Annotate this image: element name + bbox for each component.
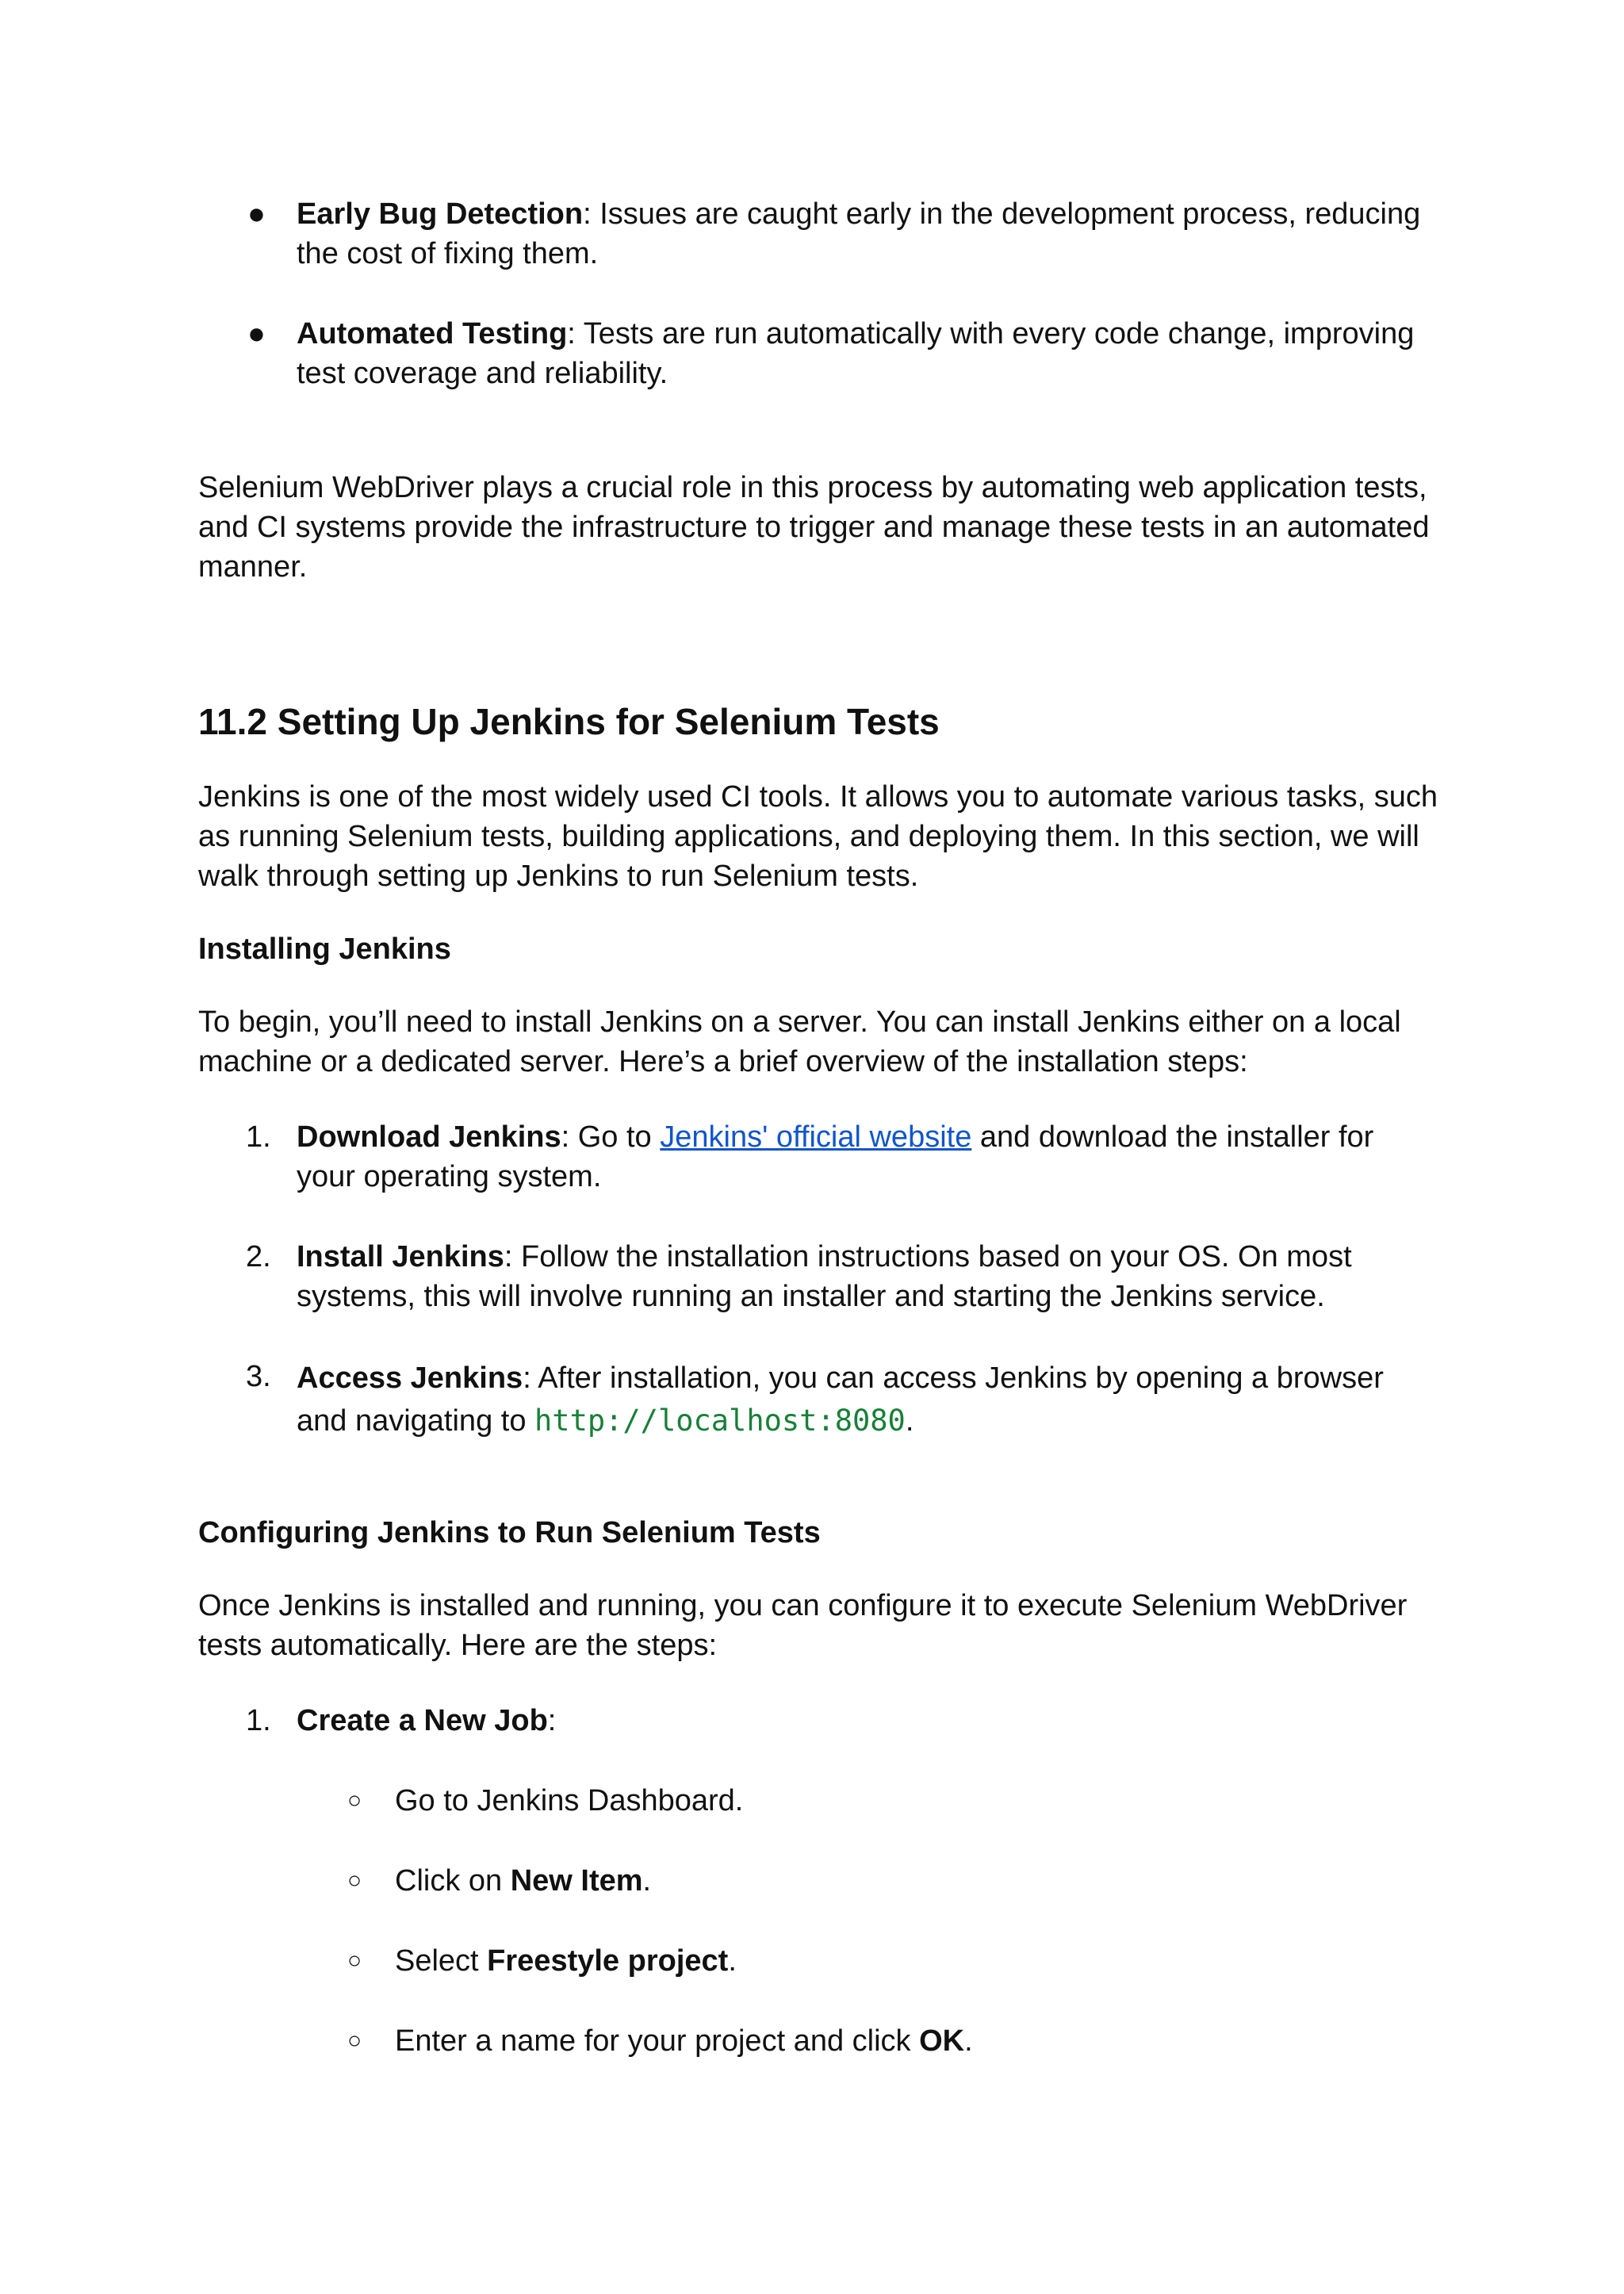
step-description: : Follow the installation instructions based on your OS. On most systems, this will involve running an installer and starting the Jenkins service. <box>297 1240 1352 1313</box>
sub-step-text <box>395 1861 1426 1901</box>
sub-step-post: . <box>964 2024 973 2058</box>
bullet-term: Automated Testing <box>297 317 568 350</box>
sub-step-pre: Select <box>395 1944 488 1978</box>
configuring-heading: Configuring Jenkins to Run Selenium Tests <box>198 1516 821 1549</box>
step-term: Access Jenkins <box>297 1361 523 1395</box>
sub-step-pre: Go to Jenkins Dashboard. <box>395 1784 744 1817</box>
step-number: 2. <box>246 1240 271 1273</box>
bullet-marker: ● <box>247 317 266 350</box>
sub-step-term: OK <box>919 2024 965 2058</box>
configuring-intro: Once Jenkins is installed and running, you can configure it to execute Selenium WebDriver tests automatically. Here are the steps: <box>198 1589 1408 1662</box>
sub-step-pre: Click on <box>395 1864 511 1898</box>
jenkins-website-link[interactable]: Jenkins' official website <box>660 1120 972 1154</box>
step-text <box>297 1117 1423 1197</box>
bullet-description: : Tests are run automatically with every code change, improving test coverage and reliability. <box>297 317 1415 390</box>
sub-marker: ○ <box>347 1867 362 1894</box>
section-heading: 11.2 Setting Up Jenkins for Selenium Tests <box>198 701 940 742</box>
step-post: . <box>905 1404 914 1438</box>
sub-marker: ○ <box>347 1787 362 1813</box>
step-term: Download Jenkins <box>297 1120 561 1154</box>
summary-paragraph: Selenium WebDriver plays a crucial role in this process by automating web application tests, and CI systems provide the infrastructure to trigger and manage these tests in an automated manner. <box>198 471 1430 584</box>
step-number: 1. <box>246 1704 271 1737</box>
sub-step-text <box>395 1781 1426 1821</box>
sub-step-text <box>395 1941 1426 1981</box>
bullet-text <box>297 314 1423 393</box>
step-post: : <box>547 1704 557 1737</box>
bullet-text <box>297 194 1423 274</box>
bullet-description: : Issues are caught early in the development process, reducing the cost of fixing them. <box>297 197 1421 270</box>
sub-step-post: . <box>728 1944 737 1978</box>
sub-marker: ○ <box>347 2028 362 2054</box>
sub-step-term: Freestyle project <box>487 1944 729 1978</box>
sub-step-post: . <box>642 1864 652 1898</box>
bullet-marker: ● <box>247 197 266 231</box>
step-text <box>297 1357 1423 1442</box>
section-intro: Jenkins is one of the most widely used CI tools. It allows you to automate various tasks, such as running Selenium tests, building applications, and deploying them. In this section, we will walk through setting up Jenkins to run Selenium tests. <box>198 780 1438 893</box>
step-term: Install Jenkins <box>297 1240 504 1273</box>
step-pre: : After installation, you can access Jenkins by opening a browser and navigating to <box>297 1361 1384 1438</box>
step-number: 3. <box>246 1360 271 1393</box>
step-number: 1. <box>246 1120 271 1154</box>
step-text <box>297 1237 1423 1316</box>
sub-step-term: New Item <box>510 1864 643 1898</box>
step-text <box>297 1701 1423 1741</box>
step-pre: : Go to <box>561 1120 661 1154</box>
step-term: Create a New Job <box>297 1704 548 1737</box>
installing-intro: To begin, you’ll need to install Jenkins on a server. You can install Jenkins either on a local machine or a dedicated server. Here’s a brief overview of the installation steps: <box>198 1005 1401 1078</box>
installing-heading: Installing Jenkins <box>198 933 451 966</box>
step-post: and download the installer for your operating system. <box>297 1120 1374 1193</box>
bullet-term: Early Bug Detection <box>297 197 584 231</box>
localhost-url-code: http://localhost:8080 <box>534 1404 906 1438</box>
sub-step-text <box>395 2021 1426 2061</box>
sub-step-pre: Enter a name for your project and click <box>395 2024 920 2058</box>
sub-marker: ○ <box>347 1947 362 1974</box>
